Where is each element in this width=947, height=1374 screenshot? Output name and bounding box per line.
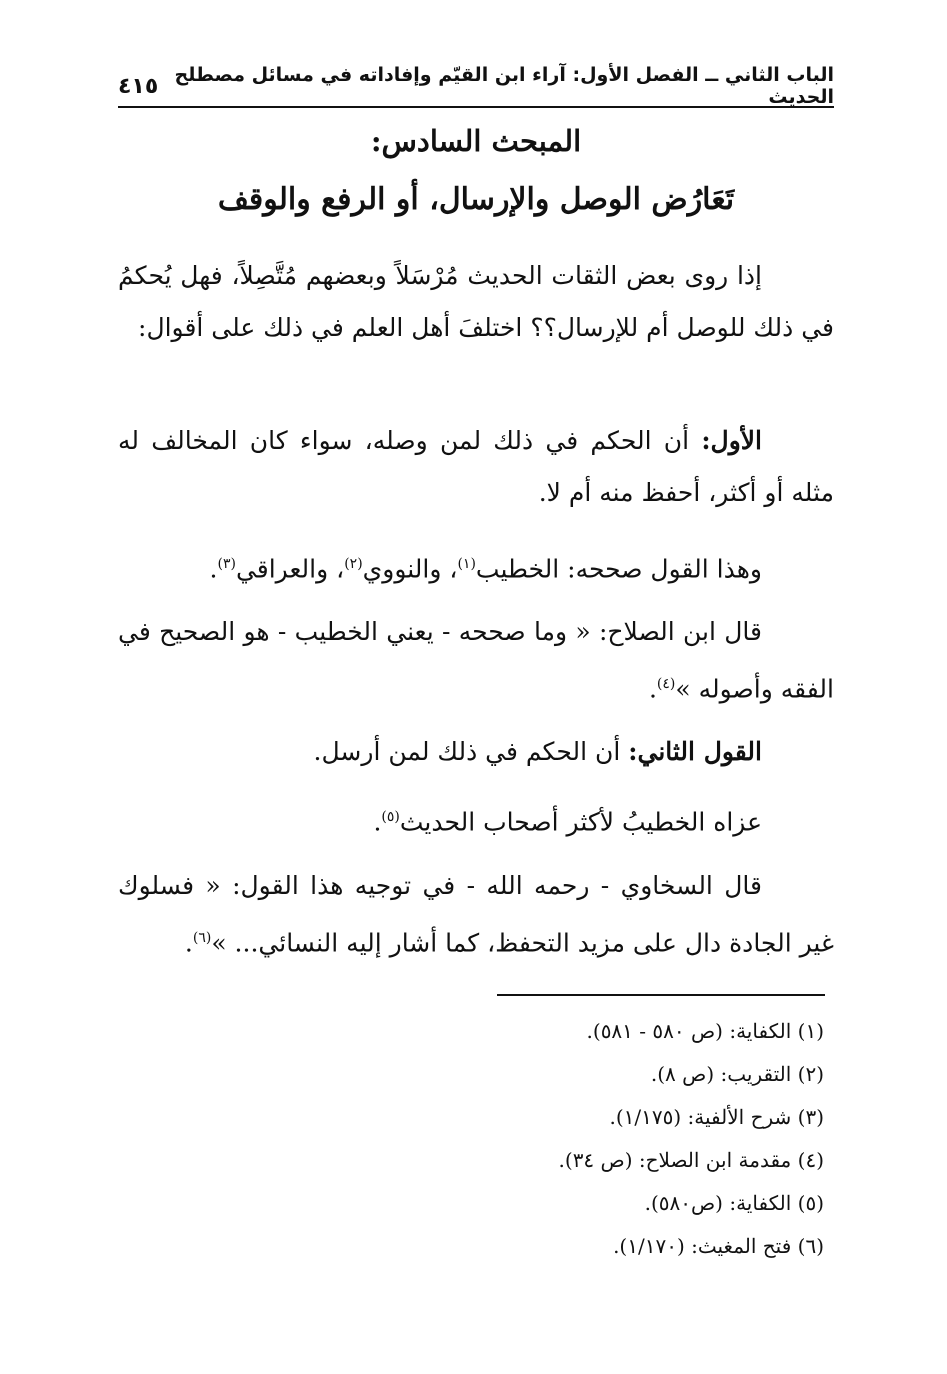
second-opinion-text: أن الحكم في ذلك لمن أرسل.: [313, 737, 621, 766]
second-opinion-block: [118, 726, 834, 778]
supporters-end: .: [209, 554, 218, 584]
footnote-ref-2[interactable]: (٢): [344, 556, 363, 572]
intro-paragraph: إذا روى بعض الثقات الحديث مُرْسَلاً وبعضهم مُتَّصِلاً، فهل يُحكمُ في ذلك للوصل أم للإرسال؟؟ اختلفَ أهل العلم في ذلك على أقوال:: [118, 261, 834, 342]
sakhawi-block: [118, 860, 834, 969]
footnote-ref-6[interactable]: (٦): [192, 930, 212, 946]
footnote-5: (٥) الكفاية: (ص٥٨٠).: [644, 1191, 824, 1215]
ibn-salah-quote: قال ابن الصلاح: « وما صححه - يعني الخطيب - هو الصحيح في الفقه وأصوله »: [118, 617, 834, 704]
second-opinion-lead: القول الثاني:: [628, 737, 762, 766]
ibn-salah-block: [118, 606, 834, 715]
attribution-paragraph: [118, 791, 834, 848]
intro-paragraph-block: [118, 250, 834, 354]
first-opinion-block: [118, 415, 834, 519]
supporters-text: وهذا القول صححه: الخطيب: [475, 554, 762, 584]
footnote-3: (٣) شرح الألفية: (١/١٧٥).: [609, 1105, 824, 1129]
footnote-6: (٦) فتح المغيث: (١/١٧٠).: [613, 1234, 824, 1258]
sakhawi-paragraph: [118, 860, 834, 969]
supporters-block: [118, 538, 834, 595]
supporters-paragraph: [118, 538, 834, 595]
ibn-salah-end: .: [648, 674, 657, 704]
first-opinion-text: أن الحكم في ذلك لمن وصله، سواء كان المخالف له مثله أو أكثر، أحفظ منه أم لا.: [118, 426, 834, 507]
footnotes: [118, 1010, 824, 1268]
second-opinion-paragraph: [118, 726, 834, 778]
page-number: ٤١٥: [118, 73, 159, 99]
footnote-4: (٤) مقدمة ابن الصلاح: (ص ٣٤).: [558, 1148, 824, 1172]
running-title: الباب الثاني ــ الفصل الأول: آراء ابن القيّم وإفاداته في مسائل مصطلح الحديث: [174, 64, 834, 108]
first-opinion-paragraph: [118, 415, 834, 519]
first-opinion-lead: الأول:: [701, 426, 762, 455]
attribution-end: .: [373, 807, 382, 837]
running-header: [118, 66, 834, 108]
footnote-ref-1[interactable]: (١): [457, 556, 476, 572]
sakhawi-end: .: [184, 928, 193, 958]
section-label: المبحث السادس:: [370, 124, 582, 158]
footnote-2: (٢) التقريب: (ص ٨).: [650, 1062, 824, 1086]
sakhawi-quote: قال السخاوي - رحمه الله - في توجيه هذا القول: « فسلوك غير الجادة دال على مزيد التحفظ، كما أشار إليه النسائي... »: [118, 871, 834, 958]
footnote-ref-5[interactable]: (٥): [381, 809, 400, 825]
footnote-ref-3[interactable]: (٣): [217, 556, 236, 572]
ibn-salah-paragraph: [118, 606, 834, 715]
attribution-block: [118, 791, 834, 848]
supporters-mid-2: ، والعراقي: [235, 554, 345, 584]
footnote-ref-4[interactable]: (٤): [656, 676, 676, 692]
section-title: تَعَارُض الوصل والإرسال، أو الرفع والوقف: [217, 182, 735, 217]
supporters-mid-1: ، والنووي: [362, 554, 458, 584]
footnote-divider: [497, 994, 825, 996]
attribution-text: عزاه الخطيبُ لأكثر أصحاب الحديث: [399, 807, 762, 837]
footnote-1: (١) الكفاية: (ص ٥٨٠ - ٥٨١).: [586, 1019, 824, 1043]
